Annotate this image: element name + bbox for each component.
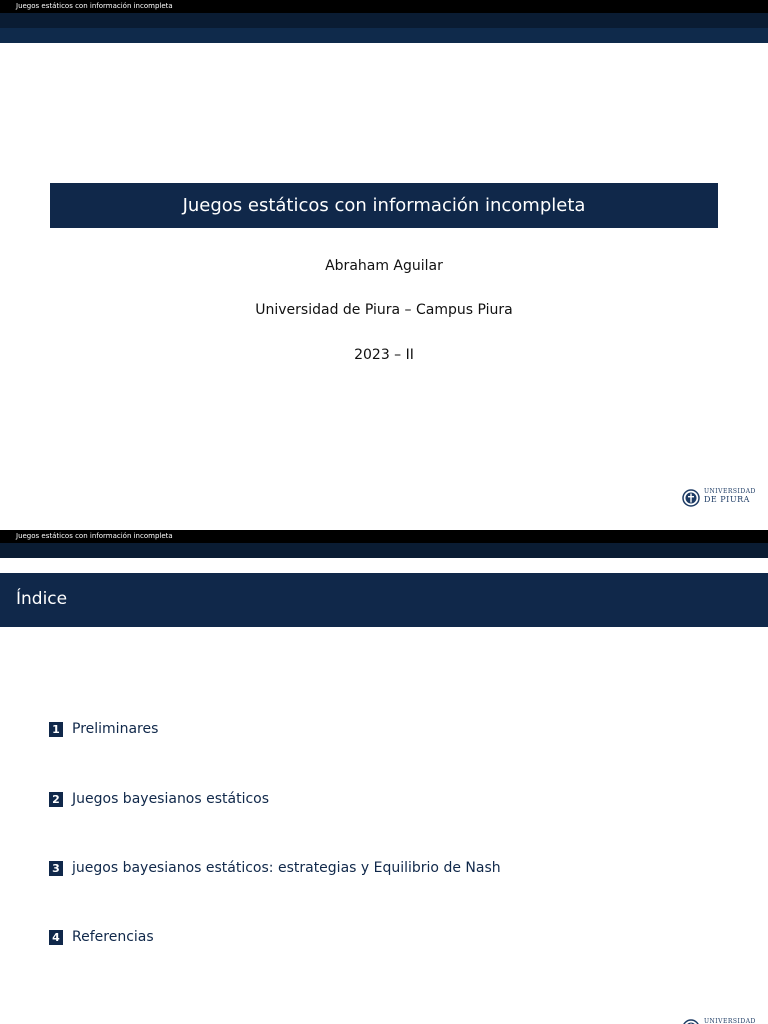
university-crest-icon: [682, 1018, 700, 1024]
toc-number: 2: [49, 792, 63, 807]
running-title: Juegos estáticos con información incompleta: [16, 532, 173, 540]
header-bar: [0, 0, 768, 13]
header-bar: [0, 530, 768, 543]
toc-label[interactable]: Juegos bayesianos estáticos: [72, 791, 270, 807]
frame-title: Índice: [16, 589, 68, 609]
logo-line-2: DE PIURA: [704, 495, 750, 504]
header-subbar: [0, 13, 768, 28]
header-subbar-secondary: [0, 28, 768, 43]
toc-number: 1: [49, 722, 63, 737]
toc-label[interactable]: juegos bayesianos estáticos: estrategias y Equilibrio de Nash: [72, 860, 501, 876]
university-logo: [682, 486, 762, 510]
logo-line-1: UNIVERSIDAD: [704, 488, 756, 495]
presentation-title-box: [50, 183, 718, 228]
toc-number: 3: [49, 861, 63, 876]
running-title: Juegos estáticos con información incompleta: [16, 2, 173, 10]
toc-number: 4: [49, 930, 63, 945]
institution: Universidad de Piura – Campus Piura: [255, 302, 513, 318]
header-subbar: [0, 543, 768, 558]
logo-line-1: UNIVERSIDAD: [704, 1018, 756, 1024]
university-logo: [682, 1016, 762, 1024]
university-crest-icon: [682, 488, 700, 508]
toc-label[interactable]: Referencias: [72, 929, 154, 945]
toc-label[interactable]: Preliminares: [72, 721, 159, 737]
frame-title-bar: [0, 573, 768, 627]
date: 2023 – II: [354, 347, 414, 363]
presentation-title: Juegos estáticos con información incompleta: [182, 195, 586, 216]
toc-slide: [0, 530, 768, 1024]
author: Abraham Aguilar: [325, 258, 443, 274]
